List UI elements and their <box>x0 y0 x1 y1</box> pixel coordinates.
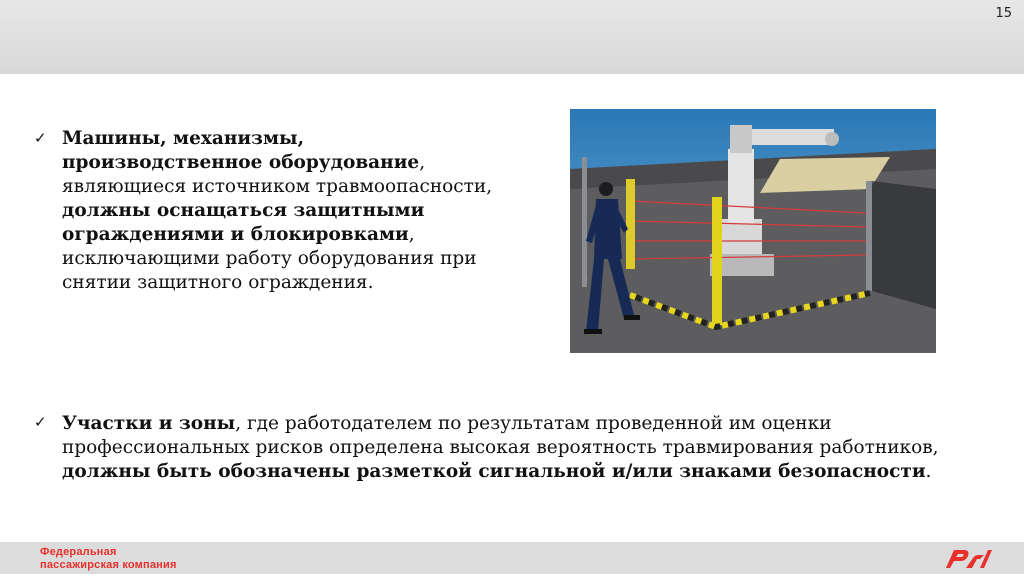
header-band <box>0 0 1024 74</box>
bullet-0-segment-3: , исключающими работу оборудования при снятии защитного ограждения. <box>62 224 477 293</box>
bullet-text-zones <box>62 412 942 484</box>
bullet-1-segment-2: должны быть обозначены разметкой сигнальной и/или знаками безопасности <box>62 461 926 482</box>
company-name <box>40 546 177 572</box>
company-line-2: пассажирская компания <box>40 559 177 571</box>
check-icon: ✓ <box>34 413 47 431</box>
company-line-1: Федеральная <box>40 546 117 558</box>
rzd-logo-icon <box>940 544 996 572</box>
check-icon: ✓ <box>34 129 47 147</box>
bullet-text-equipment <box>62 127 502 295</box>
bullet-1-segment-3: . <box>925 461 932 482</box>
bullet-0-segment-1: , являющиеся источником травмоопасности, <box>62 152 493 197</box>
slide-number: 15 <box>995 6 1012 21</box>
bullet-1-segment-1: , где работодателем по результатам проведенной им оценки профессиональных рисков определена высокая вероятность травмирования работников, <box>62 413 939 458</box>
robot-safety-zone-illustration <box>570 109 936 353</box>
bullet-0-segment-0: Машины, механизмы, производственное оборудование <box>62 128 420 173</box>
bullet-1-segment-0: Участки и зоны <box>62 413 236 434</box>
bullet-0-segment-2: должны оснащаться защитными ограждениями и блокировками <box>62 200 425 245</box>
